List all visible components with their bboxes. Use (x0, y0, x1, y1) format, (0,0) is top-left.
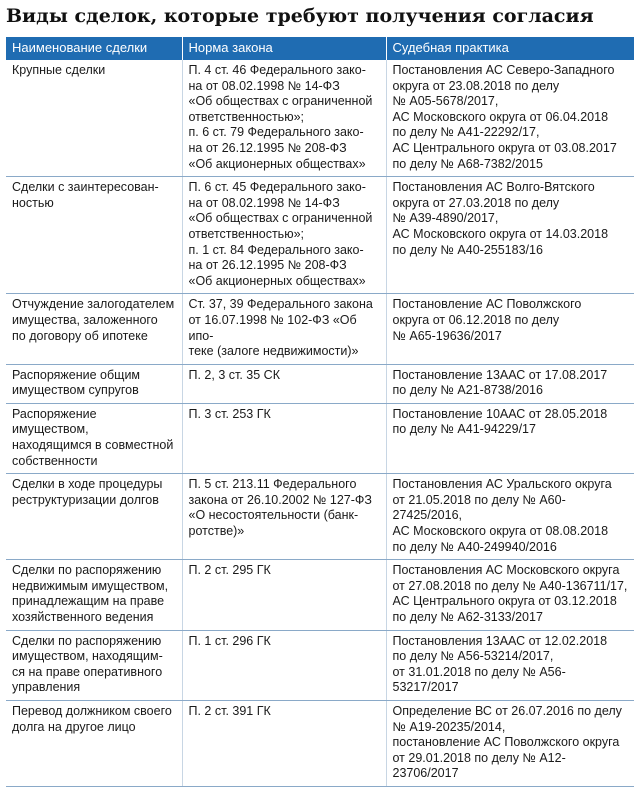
deal-cell: Сделки по распоряжению недвижимым имуществом, принадлежащим на праве хозяйственного ведения (6, 560, 182, 630)
table-header-row (6, 37, 634, 60)
column-header-practice: Судебная практика (386, 37, 634, 60)
practice-cell: Постановление АС Поволжского округа от 06.12.2018 по делу № А65-19636/2017 (386, 294, 634, 364)
practice-cell: Определение ВС от 26.07.2016 по делу № А19-20235/2014, постановление АС Поволжского округа от 29.01.2018 по делу № А12-23706/2017 (386, 700, 634, 786)
table-row (6, 560, 634, 630)
deal-cell: Распоряжение общим имуществом супругов (6, 364, 182, 403)
law-cell: П. 4 ст. 46 Федерального зако- на от 08.02.1998 № 14-ФЗ «Об обществах с ограниченной ответственностью»; п. 6 ст. 79 Федерального зако- на от 26.12.1995 № 208-ФЗ «Об акционерных обществах» (182, 60, 386, 177)
table-row (6, 403, 634, 473)
practice-cell: Постановления 13ААС от 12.02.2018 по делу № А56-53214/2017, от 31.01.2018 по делу № А56-53217/2017 (386, 630, 634, 700)
table-body (6, 60, 634, 786)
deal-cell: Перевод должником своего долга на другое лицо (6, 700, 182, 786)
practice-cell: Постановления АС Волго-Вятского округа от 27.03.2018 по делу № А39-4890/2017, АС Московского округа от 14.03.2018 по делу № А40-255183/16 (386, 177, 634, 294)
practice-cell: Постановления АС Московского округа от 27.08.2018 по делу № А40-136711/17, АС Центрального округа от 03.12.2018 по делу № А62-3133/2017 (386, 560, 634, 630)
practice-cell: Постановления АС Уральского округа от 21.05.2018 по делу № А60-27425/2016, АС Московского округа от 08.08.2018 по делу № А40-249940/2016 (386, 474, 634, 560)
table-row (6, 700, 634, 786)
deal-cell: Крупные сделки (6, 60, 182, 177)
practice-cell: Постановление 10ААС от 28.05.2018 по делу № А41-94229/17 (386, 403, 634, 473)
column-header-deal: Наименование сделки (6, 37, 182, 60)
law-cell: П. 2 ст. 295 ГК (182, 560, 386, 630)
table-row (6, 364, 634, 403)
practice-cell: Постановление 13ААС от 17.08.2017 по делу № А21-8738/2016 (386, 364, 634, 403)
table-row (6, 60, 634, 177)
column-header-law: Норма закона (182, 37, 386, 60)
page-title: Виды сделок, которые требуют получения согласия (6, 5, 594, 27)
practice-cell: Постановления АС Северо-Западного округа от 23.08.2018 по делу № А05-5678/2017, АС Московского округа от 06.04.2018 по делу № А41-22292/17, АС Центрального округа от 03.08.2017 по делу № А68-7382/2015 (386, 60, 634, 177)
deals-table (6, 37, 634, 787)
table-row (6, 474, 634, 560)
table-row (6, 294, 634, 364)
table-header (6, 37, 634, 60)
deal-cell: Сделки с заинтересован- ностью (6, 177, 182, 294)
deal-cell: Сделки в ходе процедуры реструктуризации долгов (6, 474, 182, 560)
law-cell: П. 2 ст. 391 ГК (182, 700, 386, 786)
law-cell: П. 5 ст. 213.11 Федерального закона от 26.10.2002 № 127-ФЗ «О несостоятельности (банк- ротстве)» (182, 474, 386, 560)
law-cell: П. 2, 3 ст. 35 СК (182, 364, 386, 403)
deal-cell: Распоряжение имуществом, находящимся в совместной собственности (6, 403, 182, 473)
deal-cell: Отчуждение залогодателем имущества, заложенного по договору об ипотеке (6, 294, 182, 364)
table-row (6, 177, 634, 294)
law-cell: Ст. 37, 39 Федерального закона от 16.07.1998 № 102-ФЗ «Об ипо- теке (залоге недвижимости)» (182, 294, 386, 364)
table-row (6, 630, 634, 700)
law-cell: П. 3 ст. 253 ГК (182, 403, 386, 473)
law-cell: П. 1 ст. 296 ГК (182, 630, 386, 700)
deal-cell: Сделки по распоряжению имуществом, находящим- ся на праве оперативного управления (6, 630, 182, 700)
law-cell: П. 6 ст. 45 Федерального зако- на от 08.02.1998 № 14-ФЗ «Об обществах с ограниченной ответственностью»; п. 1 ст. 84 Федерального зако- на от 26.12.1995 № 208-ФЗ «Об акционерных обществах» (182, 177, 386, 294)
